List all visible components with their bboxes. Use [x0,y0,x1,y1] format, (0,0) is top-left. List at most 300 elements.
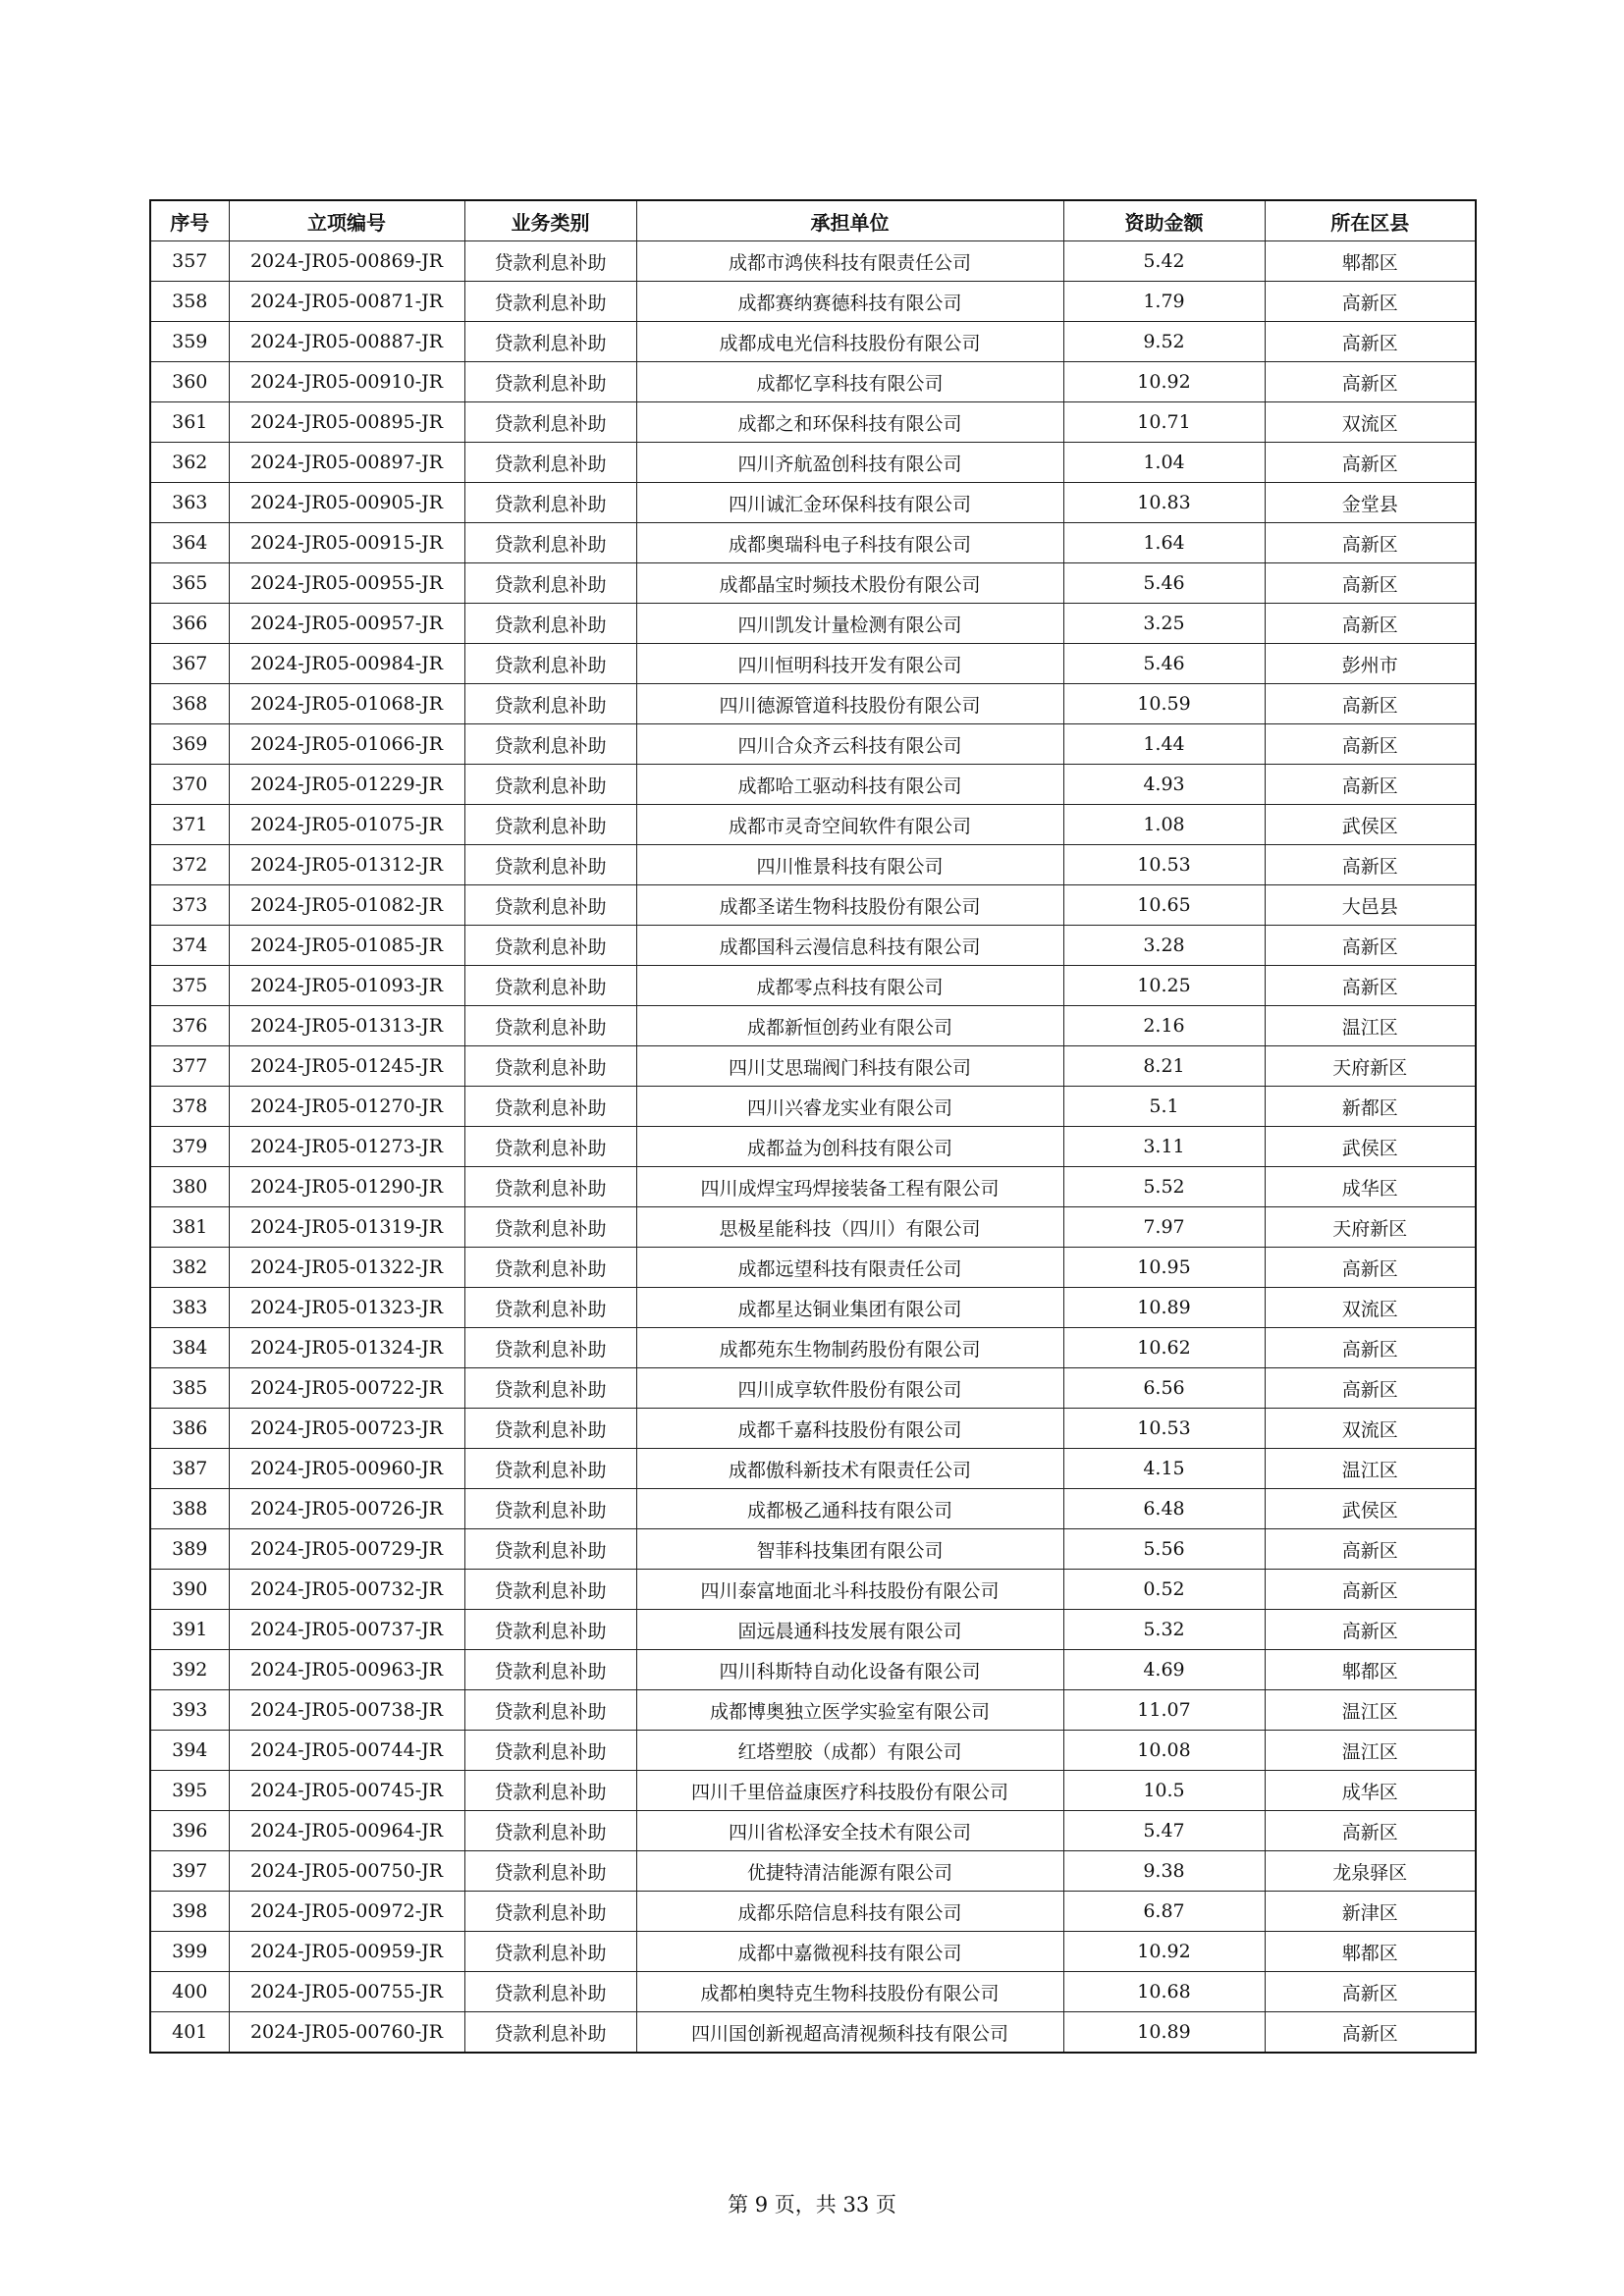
table-row [150,1610,1476,1650]
table-header [150,200,1476,241]
cell-category: 贷款利息补助 [464,1610,636,1650]
cell-district: 高新区 [1265,926,1476,966]
table-row [150,1328,1476,1368]
cell-category: 贷款利息补助 [464,724,636,765]
cell-district: 龙泉驿区 [1265,1851,1476,1892]
cell-project-id: 2024-JR05-01313-JR [229,1006,464,1046]
cell-category: 贷款利息补助 [464,322,636,362]
table-row [150,1409,1476,1449]
cell-index: 388 [150,1489,229,1529]
cell-company: 成都哈工驱动科技有限公司 [636,765,1063,805]
cell-category: 贷款利息补助 [464,1570,636,1610]
cell-amount: 10.65 [1063,885,1265,926]
cell-category: 贷款利息补助 [464,1811,636,1851]
cell-project-id: 2024-JR05-00897-JR [229,443,464,483]
cell-index: 395 [150,1771,229,1811]
cell-project-id: 2024-JR05-00984-JR [229,644,464,684]
cell-district: 武侯区 [1265,1489,1476,1529]
table-row [150,362,1476,402]
cell-project-id: 2024-JR05-00726-JR [229,1489,464,1529]
table-row [150,885,1476,926]
cell-amount: 4.69 [1063,1650,1265,1690]
cell-district: 大邑县 [1265,885,1476,926]
cell-index: 361 [150,402,229,443]
header-row [150,200,1476,241]
cell-amount: 10.68 [1063,1972,1265,2012]
cell-category: 贷款利息补助 [464,845,636,885]
table-row [150,1288,1476,1328]
cell-category: 贷款利息补助 [464,483,636,523]
table-row [150,805,1476,845]
cell-index: 392 [150,1650,229,1690]
cell-company: 成都圣诺生物科技股份有限公司 [636,885,1063,926]
cell-amount: 11.07 [1063,1690,1265,1731]
cell-category: 贷款利息补助 [464,926,636,966]
cell-district: 高新区 [1265,604,1476,644]
cell-company: 成都益为创科技有限公司 [636,1127,1063,1167]
cell-district: 高新区 [1265,966,1476,1006]
table-row [150,1046,1476,1087]
cell-company: 成都苑东生物制药股份有限公司 [636,1328,1063,1368]
cell-index: 366 [150,604,229,644]
table-row [150,644,1476,684]
cell-district: 高新区 [1265,443,1476,483]
cell-category: 贷款利息补助 [464,966,636,1006]
cell-amount: 1.08 [1063,805,1265,845]
cell-index: 381 [150,1207,229,1248]
table-row [150,1690,1476,1731]
cell-company: 固远晨通科技发展有限公司 [636,1610,1063,1650]
table-row [150,1650,1476,1690]
cell-category: 贷款利息补助 [464,402,636,443]
cell-amount: 10.89 [1063,1288,1265,1328]
table-row [150,1851,1476,1892]
table-row [150,724,1476,765]
cell-project-id: 2024-JR05-01312-JR [229,845,464,885]
cell-index: 369 [150,724,229,765]
cell-amount: 5.47 [1063,1811,1265,1851]
cell-amount: 2.16 [1063,1006,1265,1046]
cell-index: 399 [150,1932,229,1972]
cell-category: 贷款利息补助 [464,684,636,724]
cell-category: 贷款利息补助 [464,241,636,282]
cell-district: 高新区 [1265,1972,1476,2012]
cell-project-id: 2024-JR05-00737-JR [229,1610,464,1650]
cell-company: 成都柏奥特克生物科技股份有限公司 [636,1972,1063,2012]
cell-company: 四川齐航盈创科技有限公司 [636,443,1063,483]
cell-company: 四川凯发计量检测有限公司 [636,604,1063,644]
table-row [150,1932,1476,1972]
cell-amount: 6.48 [1063,1489,1265,1529]
cell-company: 成都市鸿侠科技有限责任公司 [636,241,1063,282]
cell-company: 四川成焊宝玛焊接装备工程有限公司 [636,1167,1063,1207]
cell-amount: 10.25 [1063,966,1265,1006]
table-row [150,1529,1476,1570]
funding-table [149,199,1477,2054]
cell-category: 贷款利息补助 [464,1650,636,1690]
col-header-project-id: 立项编号 [229,200,464,241]
table-row [150,1489,1476,1529]
cell-category: 贷款利息补助 [464,1328,636,1368]
cell-company: 成都新恒创药业有限公司 [636,1006,1063,1046]
cell-company: 四川兴睿龙实业有限公司 [636,1087,1063,1127]
table-row [150,282,1476,322]
cell-district: 郫都区 [1265,241,1476,282]
table-row [150,322,1476,362]
cell-company: 智菲科技集团有限公司 [636,1529,1063,1570]
cell-district: 郫都区 [1265,1650,1476,1690]
cell-index: 389 [150,1529,229,1570]
cell-company: 成都市灵奇空间软件有限公司 [636,805,1063,845]
table-row [150,563,1476,604]
cell-category: 贷款利息补助 [464,563,636,604]
cell-category: 贷款利息补助 [464,644,636,684]
cell-category: 贷款利息补助 [464,805,636,845]
cell-index: 359 [150,322,229,362]
cell-district: 温江区 [1265,1006,1476,1046]
table-row [150,1368,1476,1409]
cell-district: 高新区 [1265,523,1476,563]
cell-district: 温江区 [1265,1731,1476,1771]
table-row [150,1087,1476,1127]
cell-district: 高新区 [1265,322,1476,362]
cell-category: 贷款利息补助 [464,1087,636,1127]
cell-district: 高新区 [1265,282,1476,322]
cell-index: 377 [150,1046,229,1087]
cell-project-id: 2024-JR05-01066-JR [229,724,464,765]
cell-category: 贷款利息补助 [464,1368,636,1409]
cell-index: 390 [150,1570,229,1610]
cell-project-id: 2024-JR05-01290-JR [229,1167,464,1207]
cell-amount: 10.71 [1063,402,1265,443]
cell-project-id: 2024-JR05-00722-JR [229,1368,464,1409]
cell-amount: 4.15 [1063,1449,1265,1489]
col-header-district: 所在区县 [1265,200,1476,241]
cell-district: 高新区 [1265,362,1476,402]
cell-district: 高新区 [1265,1811,1476,1851]
cell-index: 374 [150,926,229,966]
cell-company: 四川恒明科技开发有限公司 [636,644,1063,684]
cell-index: 391 [150,1610,229,1650]
table-row [150,443,1476,483]
cell-district: 成华区 [1265,1167,1476,1207]
cell-district: 新都区 [1265,1087,1476,1127]
cell-company: 四川泰富地面北斗科技股份有限公司 [636,1570,1063,1610]
cell-category: 贷款利息补助 [464,885,636,926]
cell-index: 393 [150,1690,229,1731]
cell-project-id: 2024-JR05-00869-JR [229,241,464,282]
cell-project-id: 2024-JR05-00745-JR [229,1771,464,1811]
cell-category: 贷款利息补助 [464,1851,636,1892]
cell-project-id: 2024-JR05-01085-JR [229,926,464,966]
cell-category: 贷款利息补助 [464,2012,636,2054]
cell-category: 贷款利息补助 [464,282,636,322]
table-row [150,845,1476,885]
cell-district: 天府新区 [1265,1046,1476,1087]
cell-amount: 1.04 [1063,443,1265,483]
cell-project-id: 2024-JR05-00964-JR [229,1811,464,1851]
cell-company: 四川惟景科技有限公司 [636,845,1063,885]
cell-amount: 10.53 [1063,1409,1265,1449]
cell-company: 成都中嘉微视科技有限公司 [636,1932,1063,1972]
cell-category: 贷款利息补助 [464,1207,636,1248]
cell-project-id: 2024-JR05-00960-JR [229,1449,464,1489]
cell-amount: 5.42 [1063,241,1265,282]
cell-company: 成都忆享科技有限公司 [636,362,1063,402]
col-header-category: 业务类别 [464,200,636,241]
cell-category: 贷款利息补助 [464,1771,636,1811]
cell-project-id: 2024-JR05-01322-JR [229,1248,464,1288]
cell-category: 贷款利息补助 [464,1690,636,1731]
cell-company: 四川科斯特自动化设备有限公司 [636,1650,1063,1690]
table-row [150,1811,1476,1851]
cell-category: 贷款利息补助 [464,604,636,644]
cell-amount: 0.52 [1063,1570,1265,1610]
cell-company: 四川千里倍益康医疗科技股份有限公司 [636,1771,1063,1811]
cell-amount: 5.46 [1063,644,1265,684]
cell-district: 高新区 [1265,845,1476,885]
cell-index: 397 [150,1851,229,1892]
cell-category: 贷款利息补助 [464,1288,636,1328]
table-row [150,1972,1476,2012]
cell-amount: 5.1 [1063,1087,1265,1127]
cell-amount: 5.52 [1063,1167,1265,1207]
cell-project-id: 2024-JR05-00744-JR [229,1731,464,1771]
cell-amount: 10.08 [1063,1731,1265,1771]
cell-district: 金堂县 [1265,483,1476,523]
cell-project-id: 2024-JR05-01229-JR [229,765,464,805]
cell-amount: 10.95 [1063,1248,1265,1288]
cell-district: 高新区 [1265,684,1476,724]
table-row [150,1006,1476,1046]
cell-amount: 9.52 [1063,322,1265,362]
cell-index: 400 [150,1972,229,2012]
cell-amount: 10.89 [1063,2012,1265,2054]
cell-amount: 3.28 [1063,926,1265,966]
table-row [150,483,1476,523]
cell-company: 成都极乙通科技有限公司 [636,1489,1063,1529]
cell-district: 高新区 [1265,1610,1476,1650]
cell-amount: 5.46 [1063,563,1265,604]
cell-project-id: 2024-JR05-00723-JR [229,1409,464,1449]
table-row [150,604,1476,644]
cell-district: 温江区 [1265,1690,1476,1731]
cell-index: 384 [150,1328,229,1368]
cell-amount: 9.38 [1063,1851,1265,1892]
table-row [150,241,1476,282]
cell-index: 387 [150,1449,229,1489]
cell-project-id: 2024-JR05-01324-JR [229,1328,464,1368]
cell-project-id: 2024-JR05-00760-JR [229,2012,464,2054]
table-row [150,684,1476,724]
cell-district: 高新区 [1265,724,1476,765]
cell-district: 高新区 [1265,1368,1476,1409]
cell-project-id: 2024-JR05-01082-JR [229,885,464,926]
cell-project-id: 2024-JR05-00910-JR [229,362,464,402]
cell-company: 成都国科云漫信息科技有限公司 [636,926,1063,966]
cell-amount: 1.44 [1063,724,1265,765]
table-row [150,1248,1476,1288]
table-row [150,1771,1476,1811]
cell-company: 成都赛纳赛德科技有限公司 [636,282,1063,322]
page-number: 第 9 页，共 33 页 [728,2193,896,2216]
cell-company: 四川艾思瑞阀门科技有限公司 [636,1046,1063,1087]
cell-district: 成华区 [1265,1771,1476,1811]
cell-category: 贷款利息补助 [464,1892,636,1932]
cell-index: 368 [150,684,229,724]
cell-company: 红塔塑胶（成都）有限公司 [636,1731,1063,1771]
col-header-company: 承担单位 [636,200,1063,241]
table-row [150,2012,1476,2054]
cell-project-id: 2024-JR05-00959-JR [229,1932,464,1972]
cell-project-id: 2024-JR05-00895-JR [229,402,464,443]
cell-company: 四川合众齐云科技有限公司 [636,724,1063,765]
cell-project-id: 2024-JR05-01075-JR [229,805,464,845]
cell-category: 贷款利息补助 [464,1127,636,1167]
cell-district: 双流区 [1265,1288,1476,1328]
cell-district: 郫都区 [1265,1932,1476,1972]
table-row [150,926,1476,966]
cell-district: 高新区 [1265,1529,1476,1570]
cell-amount: 4.93 [1063,765,1265,805]
table-row [150,402,1476,443]
cell-index: 380 [150,1167,229,1207]
table-row [150,1127,1476,1167]
cell-project-id: 2024-JR05-00887-JR [229,322,464,362]
cell-index: 386 [150,1409,229,1449]
cell-index: 376 [150,1006,229,1046]
cell-index: 383 [150,1288,229,1328]
cell-company: 成都零点科技有限公司 [636,966,1063,1006]
cell-project-id: 2024-JR05-00755-JR [229,1972,464,2012]
cell-project-id: 2024-JR05-00905-JR [229,483,464,523]
cell-district: 温江区 [1265,1449,1476,1489]
cell-index: 385 [150,1368,229,1409]
cell-amount: 10.62 [1063,1328,1265,1368]
cell-company: 思极星能科技（四川）有限公司 [636,1207,1063,1248]
table-row [150,523,1476,563]
cell-index: 375 [150,966,229,1006]
cell-project-id: 2024-JR05-01093-JR [229,966,464,1006]
cell-district: 高新区 [1265,1248,1476,1288]
cell-amount: 10.59 [1063,684,1265,724]
cell-category: 贷款利息补助 [464,1529,636,1570]
cell-project-id: 2024-JR05-01245-JR [229,1046,464,1087]
table-row [150,1731,1476,1771]
table-row [150,1207,1476,1248]
cell-category: 贷款利息补助 [464,1046,636,1087]
table-body [150,241,1476,2054]
table-row [150,966,1476,1006]
cell-index: 364 [150,523,229,563]
cell-index: 396 [150,1811,229,1851]
cell-amount: 5.32 [1063,1610,1265,1650]
cell-index: 357 [150,241,229,282]
cell-index: 401 [150,2012,229,2054]
cell-company: 四川成享软件股份有限公司 [636,1368,1063,1409]
cell-project-id: 2024-JR05-00955-JR [229,563,464,604]
cell-amount: 10.92 [1063,1932,1265,1972]
table-row [150,1449,1476,1489]
cell-amount: 6.87 [1063,1892,1265,1932]
cell-district: 武侯区 [1265,805,1476,845]
cell-district: 武侯区 [1265,1127,1476,1167]
col-header-amount: 资助金额 [1063,200,1265,241]
cell-index: 373 [150,885,229,926]
cell-company: 成都远望科技有限责任公司 [636,1248,1063,1288]
cell-index: 365 [150,563,229,604]
cell-index: 363 [150,483,229,523]
table-row [150,1892,1476,1932]
cell-company: 四川德源管道科技股份有限公司 [636,684,1063,724]
cell-project-id: 2024-JR05-01270-JR [229,1087,464,1127]
cell-company: 成都奥瑞科电子科技有限公司 [636,523,1063,563]
cell-district: 彭州市 [1265,644,1476,684]
cell-category: 贷款利息补助 [464,1167,636,1207]
cell-district: 高新区 [1265,765,1476,805]
cell-category: 贷款利息补助 [464,443,636,483]
cell-company: 成都傲科新技术有限责任公司 [636,1449,1063,1489]
cell-index: 367 [150,644,229,684]
cell-project-id: 2024-JR05-01068-JR [229,684,464,724]
cell-district: 新津区 [1265,1892,1476,1932]
cell-amount: 10.83 [1063,483,1265,523]
cell-project-id: 2024-JR05-00729-JR [229,1529,464,1570]
cell-amount: 5.56 [1063,1529,1265,1570]
cell-district: 高新区 [1265,1328,1476,1368]
cell-category: 贷款利息补助 [464,1972,636,2012]
cell-project-id: 2024-JR05-01273-JR [229,1127,464,1167]
cell-company: 四川国创新视超高清视频科技有限公司 [636,2012,1063,2054]
table-row [150,765,1476,805]
cell-index: 378 [150,1087,229,1127]
cell-company: 成都成电光信科技股份有限公司 [636,322,1063,362]
cell-index: 358 [150,282,229,322]
cell-district: 双流区 [1265,402,1476,443]
cell-company: 优捷特清洁能源有限公司 [636,1851,1063,1892]
cell-amount: 1.64 [1063,523,1265,563]
cell-project-id: 2024-JR05-00732-JR [229,1570,464,1610]
cell-index: 362 [150,443,229,483]
cell-amount: 7.97 [1063,1207,1265,1248]
cell-amount: 10.53 [1063,845,1265,885]
cell-category: 贷款利息补助 [464,1489,636,1529]
cell-company: 成都博奥独立医学实验室有限公司 [636,1690,1063,1731]
cell-index: 394 [150,1731,229,1771]
table-row [150,1167,1476,1207]
cell-index: 382 [150,1248,229,1288]
cell-amount: 6.56 [1063,1368,1265,1409]
cell-category: 贷款利息补助 [464,1932,636,1972]
cell-district: 天府新区 [1265,1207,1476,1248]
cell-category: 贷款利息补助 [464,1248,636,1288]
cell-category: 贷款利息补助 [464,523,636,563]
cell-amount: 8.21 [1063,1046,1265,1087]
cell-company: 四川省松泽安全技术有限公司 [636,1811,1063,1851]
cell-company: 成都之和环保科技有限公司 [636,402,1063,443]
cell-index: 372 [150,845,229,885]
cell-index: 371 [150,805,229,845]
cell-project-id: 2024-JR05-01323-JR [229,1288,464,1328]
cell-amount: 10.5 [1063,1771,1265,1811]
cell-category: 贷款利息补助 [464,1731,636,1771]
cell-company: 成都千嘉科技股份有限公司 [636,1409,1063,1449]
table-row [150,1570,1476,1610]
cell-amount: 3.11 [1063,1127,1265,1167]
cell-project-id: 2024-JR05-00957-JR [229,604,464,644]
cell-amount: 1.79 [1063,282,1265,322]
cell-project-id: 2024-JR05-00963-JR [229,1650,464,1690]
